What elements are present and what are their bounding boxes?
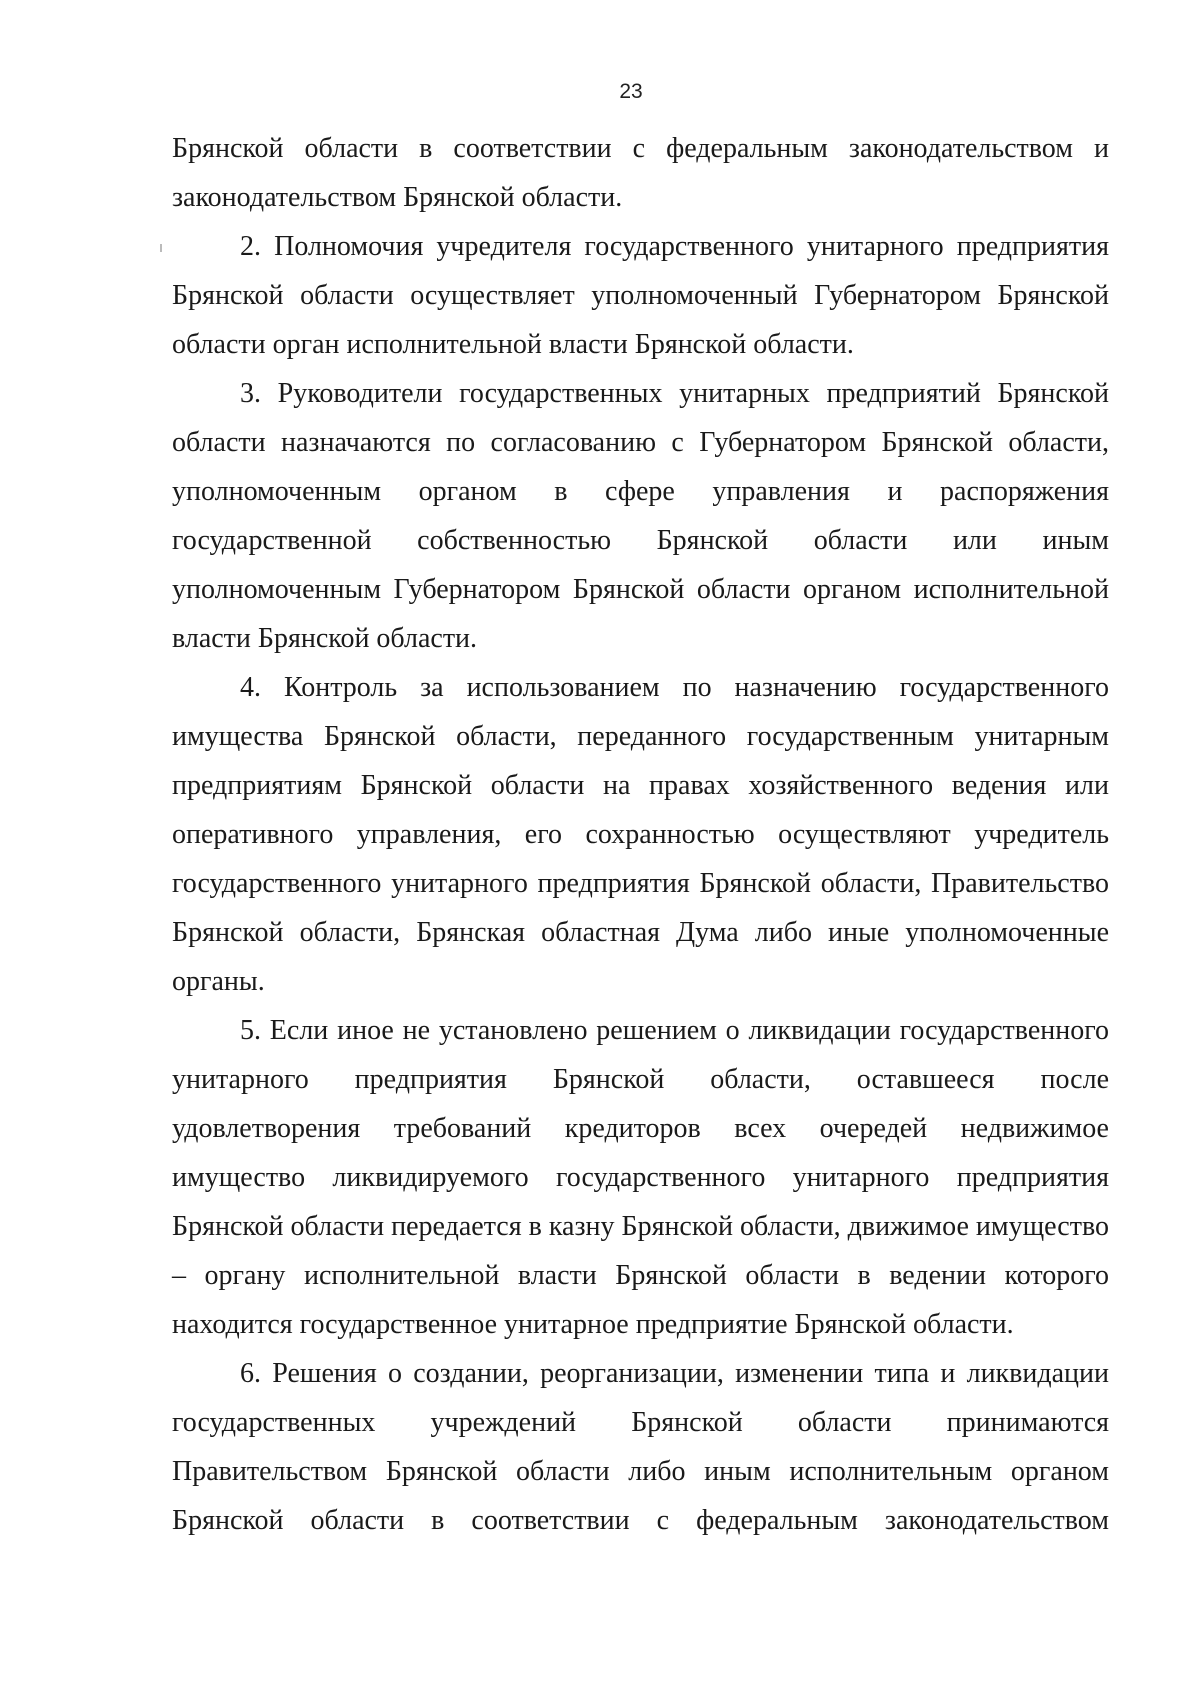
scan-artifact [160,244,162,252]
paragraph-continuation: Брянской области в соответствии с федеральным законодательством и законодательством Брянской области. [172,133,1109,213]
paragraph-2: 2. Полномочия учредителя государственного унитарного предприятия Брянской области осуществляет уполномоченный Губернатором Брянской области орган исполнительной власти Брянской области. [172,231,1109,360]
paragraph-3: 3. Руководители государственных унитарных предприятий Брянской области назначаются по согласованию с Губернатором Брянской области, уполномоченным органом в сфере управления и распоряжения государственной собственностью Брянской области или иным уполномоченным Губернатором Брянской области органом исполнительной власти Брянской области. [172,378,1109,654]
paragraph-5: 5. Если иное не установлено решением о ликвидации государственного унитарного предприятия Брянской области, оставшееся после удовлетворения требований кредиторов всех очередей недвижимое имущество ликвидируемого государственного унитарного предприятия Брянской области передается в казну Брянской области, движимое имущество – органу исполнительной власти Брянской области в ведении которого находится государственное унитарное предприятие Брянской области. [172,1015,1109,1340]
document-body [172,124,1109,1545]
page-number: 23 [619,80,643,103]
paragraph-4: 4. Контроль за использованием по назначению государственного имущества Брянской области, переданного государственным унитарным предприятиям Брянской области на правах хозяйственного ведения или оперативного управления, его сохранностью осуществляют учредитель государственного унитарного предприятия Брянской области, Правительство Брянской области, Брянская областная Дума либо иные уполномоченные органы. [172,672,1109,997]
paragraph-6: 6. Решения о создании, реорганизации, изменении типа и ликвидации государственных учреждений Брянской области принимаются Правительством Брянской области либо иным исполнительным органом Брянской области в соответствии с федеральным законодательством [172,1358,1109,1536]
